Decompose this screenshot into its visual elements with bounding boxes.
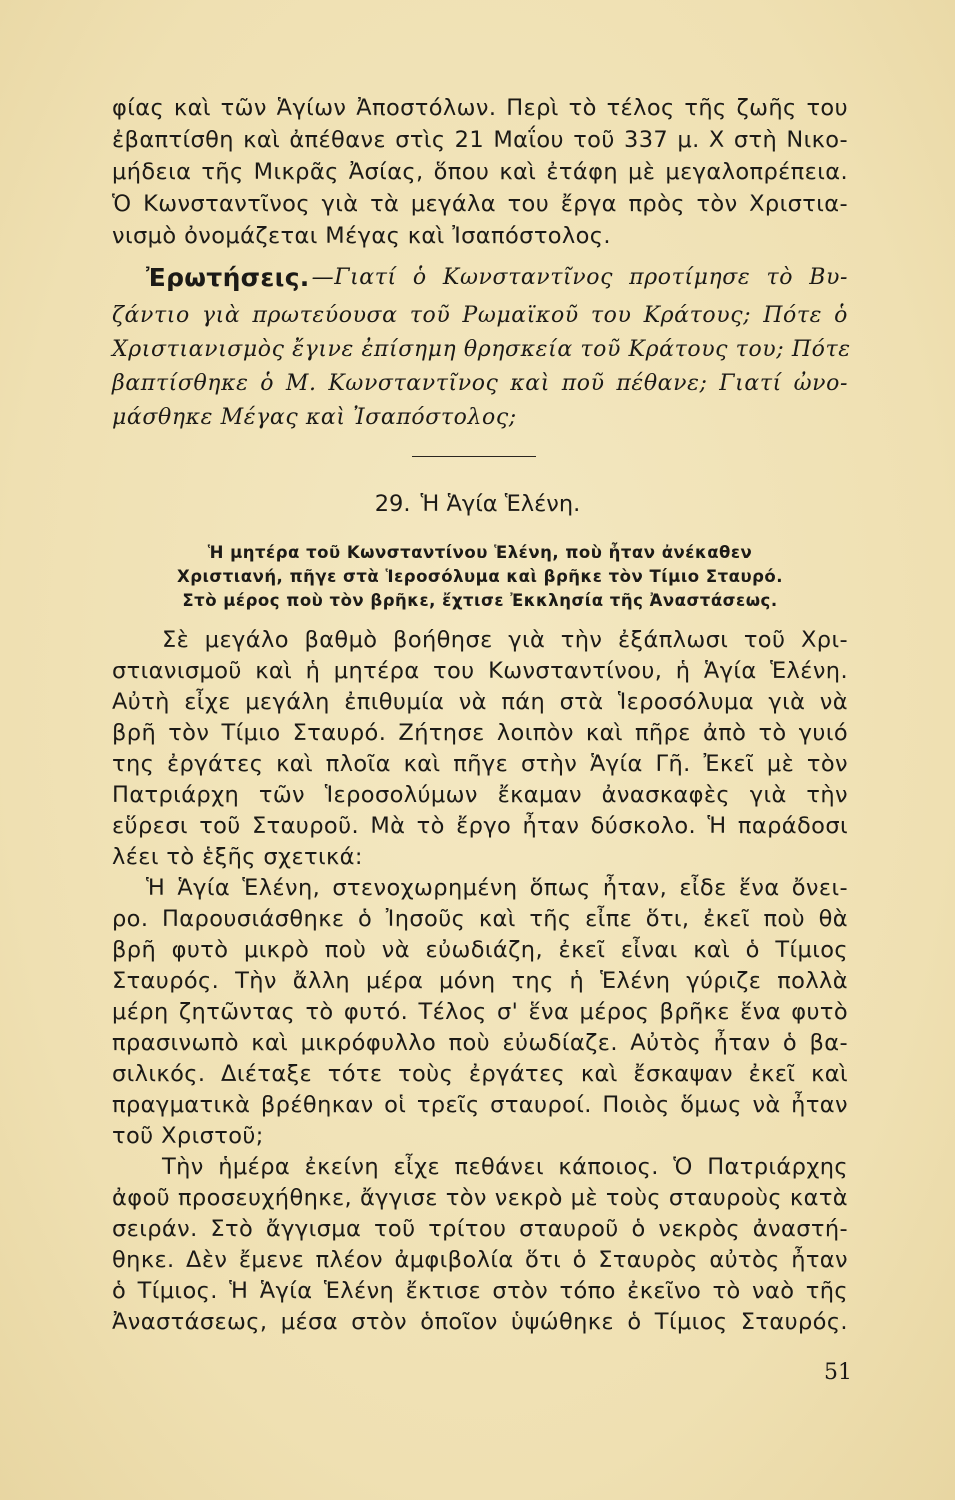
- body-line: ὁ Τίμιος. Ἡ Ἁγία Ἑλένη ἔκτισε στὸν τόπο ἐκεῖνο τὸ ναὸ τῆς: [112, 1278, 848, 1304]
- text-line: ἐβαπτίσθη καὶ ἀπέθανε στὶς 21 Μαΐου τοῦ 337 μ. Χ στὴ Νικο-: [112, 127, 848, 153]
- questions-text: —Γιατί ὁ Κωνσταντῖνος προτίμησε τὸ Βυ-: [311, 265, 848, 290]
- body-line: βρῆ τὸν Τίμιο Σταυρό. Ζήτησε λοιπὸν καὶ πῆρε ἀπὸ τὸ γυιό: [112, 720, 848, 746]
- page-number: 51: [824, 1360, 852, 1385]
- questions-heading: Ἐρωτήσεις.: [146, 263, 310, 292]
- body-line: Τὴν ἡμέρα ἐκείνη εἶχε πεθάνει κάποιος. Ὁ Πατριάρχης: [162, 1154, 848, 1180]
- questions-line: Χριστιανισμὸς ἔγινε ἐπίσημη θρησκεία τοῦ Κράτους του; Πότε: [112, 337, 851, 362]
- body-line: μέρη ζητῶντας τὸ φυτό. Τέλος σ' ἕνα μέρος βρῆκε ἕνα φυτὸ: [112, 999, 848, 1025]
- body-line: της ἐργάτες καὶ πλοῖα καὶ πῆγε στὴν Ἁγία Γῆ. Ἐκεῖ μὲ τὸν: [112, 751, 848, 777]
- chapter-title: Ἡ Ἁγία Ἑλένη.: [420, 491, 581, 517]
- intro-line: Στὸ μέρος ποὺ τὸν βρῆκε, ἔχτισε Ἐκκλησία τῆς Ἀναστάσεως.: [182, 591, 778, 610]
- section-divider: [412, 456, 536, 457]
- intro-line: Χριστιανή, πῆγε στὰ Ἱεροσόλυμα καὶ βρῆκε τὸν Τίμιο Σταυρό.: [176, 567, 784, 586]
- body-line: θηκε. Δὲν ἔμενε πλέον ἀμφιβολία ὅτι ὁ Σταυρὸς αὐτὸς ἦταν: [112, 1247, 848, 1273]
- body-line: τοῦ Χριστοῦ;: [112, 1123, 264, 1149]
- intro-line: Ἡ μητέρα τοῦ Κωνσταντίνου Ἑλένη, ποὺ ἦταν ἀνέκαθεν: [207, 543, 753, 562]
- body-line: βρῆ φυτὸ μικρὸ ποὺ νὰ εὐωδιάζη, ἐκεῖ εἶναι καὶ ὁ Τίμιος: [112, 937, 848, 963]
- body-line: πρασινωπὸ καὶ μικρόφυλλο ποὺ εὐωδίαζε. Αὐτὸς ἦταν ὁ βα-: [112, 1030, 848, 1056]
- chapter-number: 29.: [374, 491, 411, 517]
- questions-line: μάσθηκε Μέγας καὶ Ἰσαπόστολος;: [112, 405, 517, 430]
- body-line: ἀφοῦ προσευχήθηκε, ἄγγισε τὸν νεκρὸ μὲ τοὺς σταυροὺς κατὰ: [112, 1185, 848, 1211]
- body-line: εὕρεσι τοῦ Σταυροῦ. Μὰ τὸ ἔργο ἦταν δύσκολο. Ἡ παράδοσι: [112, 813, 848, 839]
- text-line: φίας καὶ τῶν Ἁγίων Ἀποστόλων. Περὶ τὸ τέλος τῆς ζωῆς του: [112, 95, 848, 121]
- body-line: Αὐτὴ εἶχε μεγάλη ἐπιθυμία νὰ πάη στὰ Ἱεροσόλυμα γιὰ νὰ: [112, 689, 848, 715]
- body-line: ρο. Παρουσιάσθηκε ὁ Ἰησοῦς καὶ τῆς εἶπε ὅτι, ἐκεῖ ποὺ θὰ: [112, 906, 848, 932]
- body-line: Ἡ Ἁγία Ἑλένη, στενοχωρημένη ὅπως ἦταν, εἶδε ἕνα ὄνει-: [146, 875, 848, 901]
- body-line: Σταυρός. Τὴν ἄλλη μέρα μόνη της ἡ Ἑλένη γύριζε πολλὰ: [112, 968, 848, 994]
- questions-line: βαπτίσθηκε ὁ Μ. Κωνσταντῖνος καὶ ποῦ πέθανε; Γιατί ὠνο-: [112, 371, 848, 396]
- chapter-heading: [0, 488, 955, 520]
- body-line: στιανισμοῦ καὶ ἡ μητέρα του Κωνσταντίνου, ἡ Ἁγία Ἑλένη.: [112, 658, 848, 684]
- body-line: σιλικός. Διέταξε τότε τοὺς ἐργάτες καὶ ἔσκαψαν ἐκεῖ καὶ: [112, 1061, 848, 1087]
- body-line: Πατριάρχη τῶν Ἱεροσολύμων ἔκαμαν ἀνασκαφὲς γιὰ τὴν: [112, 782, 848, 808]
- body-line: πραγματικὰ βρέθηκαν οἱ τρεῖς σταυροί. Ποιὸς ὅμως νὰ ἦταν: [112, 1092, 848, 1118]
- body-line: Ἀναστάσεως, μέσα στὸν ὁποῖον ὑψώθηκε ὁ Τίμιος Σταυρός.: [112, 1309, 848, 1335]
- questions-line: ζάντιο γιὰ πρωτεύουσα τοῦ Ρωμαϊκοῦ του Κράτους; Πότε ὁ: [112, 303, 848, 328]
- text-line: νισμὸ ὀνομάζεται Μέγας καὶ Ἰσαπόστολος.: [112, 223, 611, 249]
- body-line: Σὲ μεγάλο βαθμὸ βοήθησε γιὰ τὴν ἐξάπλωσι τοῦ Χρι-: [162, 627, 848, 653]
- text-line: μήδεια τῆς Μικρᾶς Ἀσίας, ὅπου καὶ ἐτάφη μὲ μεγαλοπρέπεια.: [112, 159, 848, 185]
- questions-first-line: [146, 262, 848, 294]
- text-line: Ὁ Κωνσταντῖνος γιὰ τὰ μεγάλα του ἔργα πρὸς τὸν Χριστια-: [112, 191, 848, 217]
- body-line: σειράν. Στὸ ἄγγισμα τοῦ τρίτου σταυροῦ ὁ νεκρὸς ἀναστή-: [112, 1216, 848, 1242]
- body-line: λέει τὸ ἑξῆς σχετικά:: [112, 844, 363, 870]
